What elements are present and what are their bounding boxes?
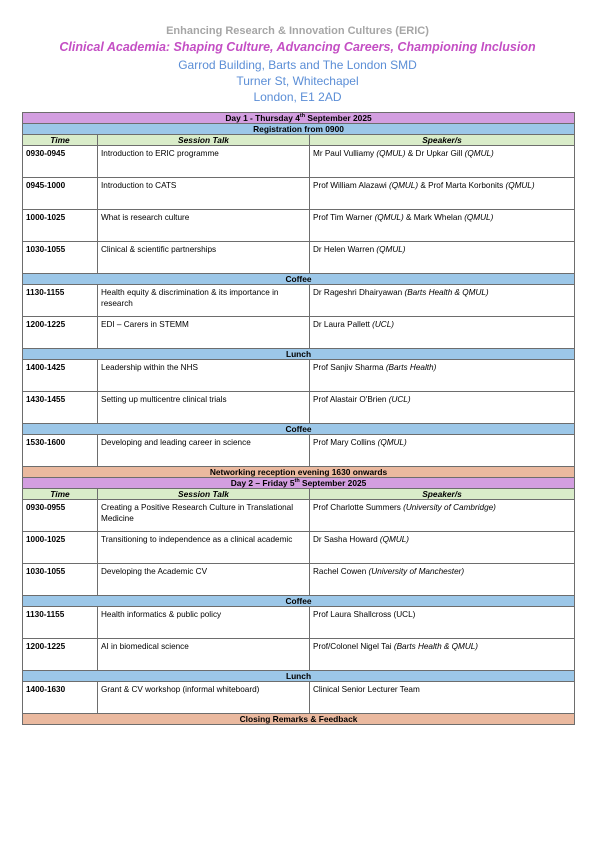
day2-title-pre: Day 2 – Friday 5 [230, 478, 295, 488]
affiliation: (QMUL) [464, 149, 494, 158]
session-talk: Clinical & scientific partnerships [98, 242, 310, 274]
session-time: 1000-1025 [23, 210, 98, 242]
speaker: Dr Rageshri Dhairyawan [313, 288, 405, 297]
session-talk: Introduction to ERIC programme [98, 146, 310, 178]
affiliation: (QMUL) [379, 535, 410, 544]
day2-heading [23, 478, 575, 489]
session-time: 1130-1155 [23, 285, 98, 317]
col-time: Time [23, 489, 98, 500]
session-row [23, 639, 575, 671]
session-speakers [310, 210, 575, 242]
affiliation: (QMUL) [388, 181, 419, 190]
session-speakers [310, 146, 575, 178]
session-time: 0945-1000 [23, 178, 98, 210]
session-talk: AI in biomedical science [98, 639, 310, 671]
break-row [23, 596, 575, 607]
speaker: Prof Sanjiv Sharma [313, 363, 386, 372]
speaker: Dr Laura Pallett [313, 320, 373, 329]
speaker: Prof Laura Shallcross (UCL) [313, 610, 416, 619]
column-header-row [23, 489, 575, 500]
venue-address [0, 57, 595, 105]
session-time: 0930-0945 [23, 146, 98, 178]
col-speaker: Speaker/s [310, 135, 575, 146]
col-talk: Session Talk [98, 135, 310, 146]
coffee-label: Coffee [23, 274, 575, 285]
session-time: 1430-1455 [23, 392, 98, 424]
networking-row [23, 467, 575, 478]
session-talk: Grant & CV workshop (informal whiteboard) [98, 682, 310, 714]
event-title: Clinical Academia: Shaping Culture, Advancing Careers, Championing Inclusion [59, 40, 536, 54]
break-row [23, 274, 575, 285]
day2-heading-row [23, 478, 575, 489]
col-talk: Session Talk [98, 489, 310, 500]
session-time: 0930-0955 [23, 500, 98, 532]
speaker: Clinical Senior Lecturer Team [313, 685, 420, 694]
affiliation: (QMUL) [376, 245, 406, 254]
day2-title-post: September 2025 [299, 478, 367, 488]
session-row [23, 607, 575, 639]
session-speakers [310, 178, 575, 210]
lunch-label: Lunch [23, 349, 575, 360]
col-time: Time [23, 135, 98, 146]
session-row [23, 146, 575, 178]
registration-row [23, 124, 575, 135]
speaker: & Dr Upkar Gill [405, 149, 465, 158]
break-row [23, 349, 575, 360]
session-time: 1200-1225 [23, 317, 98, 349]
affiliation: (UCL) [388, 395, 411, 404]
session-talk: Introduction to CATS [98, 178, 310, 210]
speaker: Prof Mary Collins [313, 438, 378, 447]
session-time: 1400-1425 [23, 360, 98, 392]
session-row [23, 317, 575, 349]
speaker: Mr Paul Vulliamy [313, 149, 377, 158]
affiliation: (Barts Health) [385, 363, 437, 372]
affiliation: (University of Cambridge) [403, 503, 496, 512]
affiliation: (QMUL) [505, 181, 535, 190]
session-talk: Creating a Positive Research Culture in Translational Medicine [98, 500, 310, 532]
session-speakers [310, 532, 575, 564]
closing-row [23, 714, 575, 725]
event-series-title: Enhancing Research & Innovation Cultures (ERIC) [166, 25, 429, 37]
col-speaker: Speaker/s [310, 489, 575, 500]
session-speakers [310, 564, 575, 596]
session-talk: Health informatics & public policy [98, 607, 310, 639]
session-speakers [310, 607, 575, 639]
session-talk: Developing and leading career in science [98, 435, 310, 467]
session-row [23, 210, 575, 242]
session-talk: Setting up multicentre clinical trials [98, 392, 310, 424]
coffee-label: Coffee [23, 596, 575, 607]
affiliation: (Barts Health & QMUL) [393, 642, 479, 651]
speaker: Dr Helen Warren [313, 245, 377, 254]
session-row [23, 532, 575, 564]
session-time: 1530-1600 [23, 435, 98, 467]
speaker: & Mark Whelan [403, 213, 465, 222]
session-talk: Transitioning to independence as a clinical academic [98, 532, 310, 564]
session-row [23, 178, 575, 210]
affiliation: (QMUL) [374, 213, 404, 222]
venue-line: Garrod Building, Barts and The London SMD [178, 58, 417, 72]
speaker: Prof William Alazawi [313, 181, 389, 190]
speaker: Prof/Colonel Nigel Tai [313, 642, 394, 651]
session-time: 1030-1055 [23, 564, 98, 596]
session-speakers [310, 360, 575, 392]
session-time: 1130-1155 [23, 607, 98, 639]
session-speakers [310, 500, 575, 532]
session-speakers [310, 242, 575, 274]
session-talk: EDI – Carers in STEMM [98, 317, 310, 349]
speaker: Prof Alastair O'Brien [313, 395, 389, 404]
programme-table [22, 112, 575, 725]
session-time: 1000-1025 [23, 532, 98, 564]
session-row [23, 435, 575, 467]
session-time: 1200-1225 [23, 639, 98, 671]
day1-title-sup: th [299, 113, 306, 120]
day2-title-sup: th [294, 478, 300, 485]
session-speakers [310, 285, 575, 317]
session-row [23, 242, 575, 274]
day1-heading-row [23, 113, 575, 124]
city-line: London, E1 2AD [253, 90, 342, 104]
affiliation: (QMUL) [377, 438, 407, 447]
networking-label: Networking reception evening 1630 onwards [23, 467, 575, 478]
day1-title-pre: Day 1 - Thursday 4 [225, 113, 300, 123]
break-row [23, 424, 575, 435]
affiliation: (QMUL) [376, 149, 406, 158]
session-row [23, 392, 575, 424]
affiliation: (University of Manchester) [368, 567, 465, 576]
speaker: Prof Tim Warner [313, 213, 375, 222]
session-speakers [310, 435, 575, 467]
session-row [23, 360, 575, 392]
speaker: Prof Charlotte Summers [313, 503, 404, 512]
session-speakers [310, 682, 575, 714]
session-speakers [310, 392, 575, 424]
day1-title-post: September 2025 [305, 113, 372, 123]
session-time: 1030-1055 [23, 242, 98, 274]
day1-heading [23, 113, 575, 124]
break-row [23, 671, 575, 682]
column-header-row [23, 135, 575, 146]
session-talk: Health equity & discrimination & its importance in research [98, 285, 310, 317]
session-row [23, 564, 575, 596]
affiliation: (Barts Health & QMUL) [404, 288, 489, 297]
lunch-label: Lunch [23, 671, 575, 682]
affiliation: (QMUL) [464, 213, 494, 222]
speaker: Rachel Cowen [313, 567, 369, 576]
session-speakers [310, 317, 575, 349]
speaker: & Prof Marta Korbonits [418, 181, 506, 190]
session-talk: What is research culture [98, 210, 310, 242]
registration-label: Registration from 0900 [23, 124, 575, 135]
session-row [23, 285, 575, 317]
session-row [23, 500, 575, 532]
speaker: Dr Sasha Howard [313, 535, 380, 544]
session-time: 1400-1630 [23, 682, 98, 714]
session-speakers [310, 639, 575, 671]
session-talk: Leadership within the NHS [98, 360, 310, 392]
session-talk: Developing the Academic CV [98, 564, 310, 596]
closing-label: Closing Remarks & Feedback [23, 714, 575, 725]
affiliation: (UCL) [372, 320, 395, 329]
session-row [23, 682, 575, 714]
coffee-label: Coffee [23, 424, 575, 435]
street-line: Turner St, Whitechapel [236, 74, 359, 88]
